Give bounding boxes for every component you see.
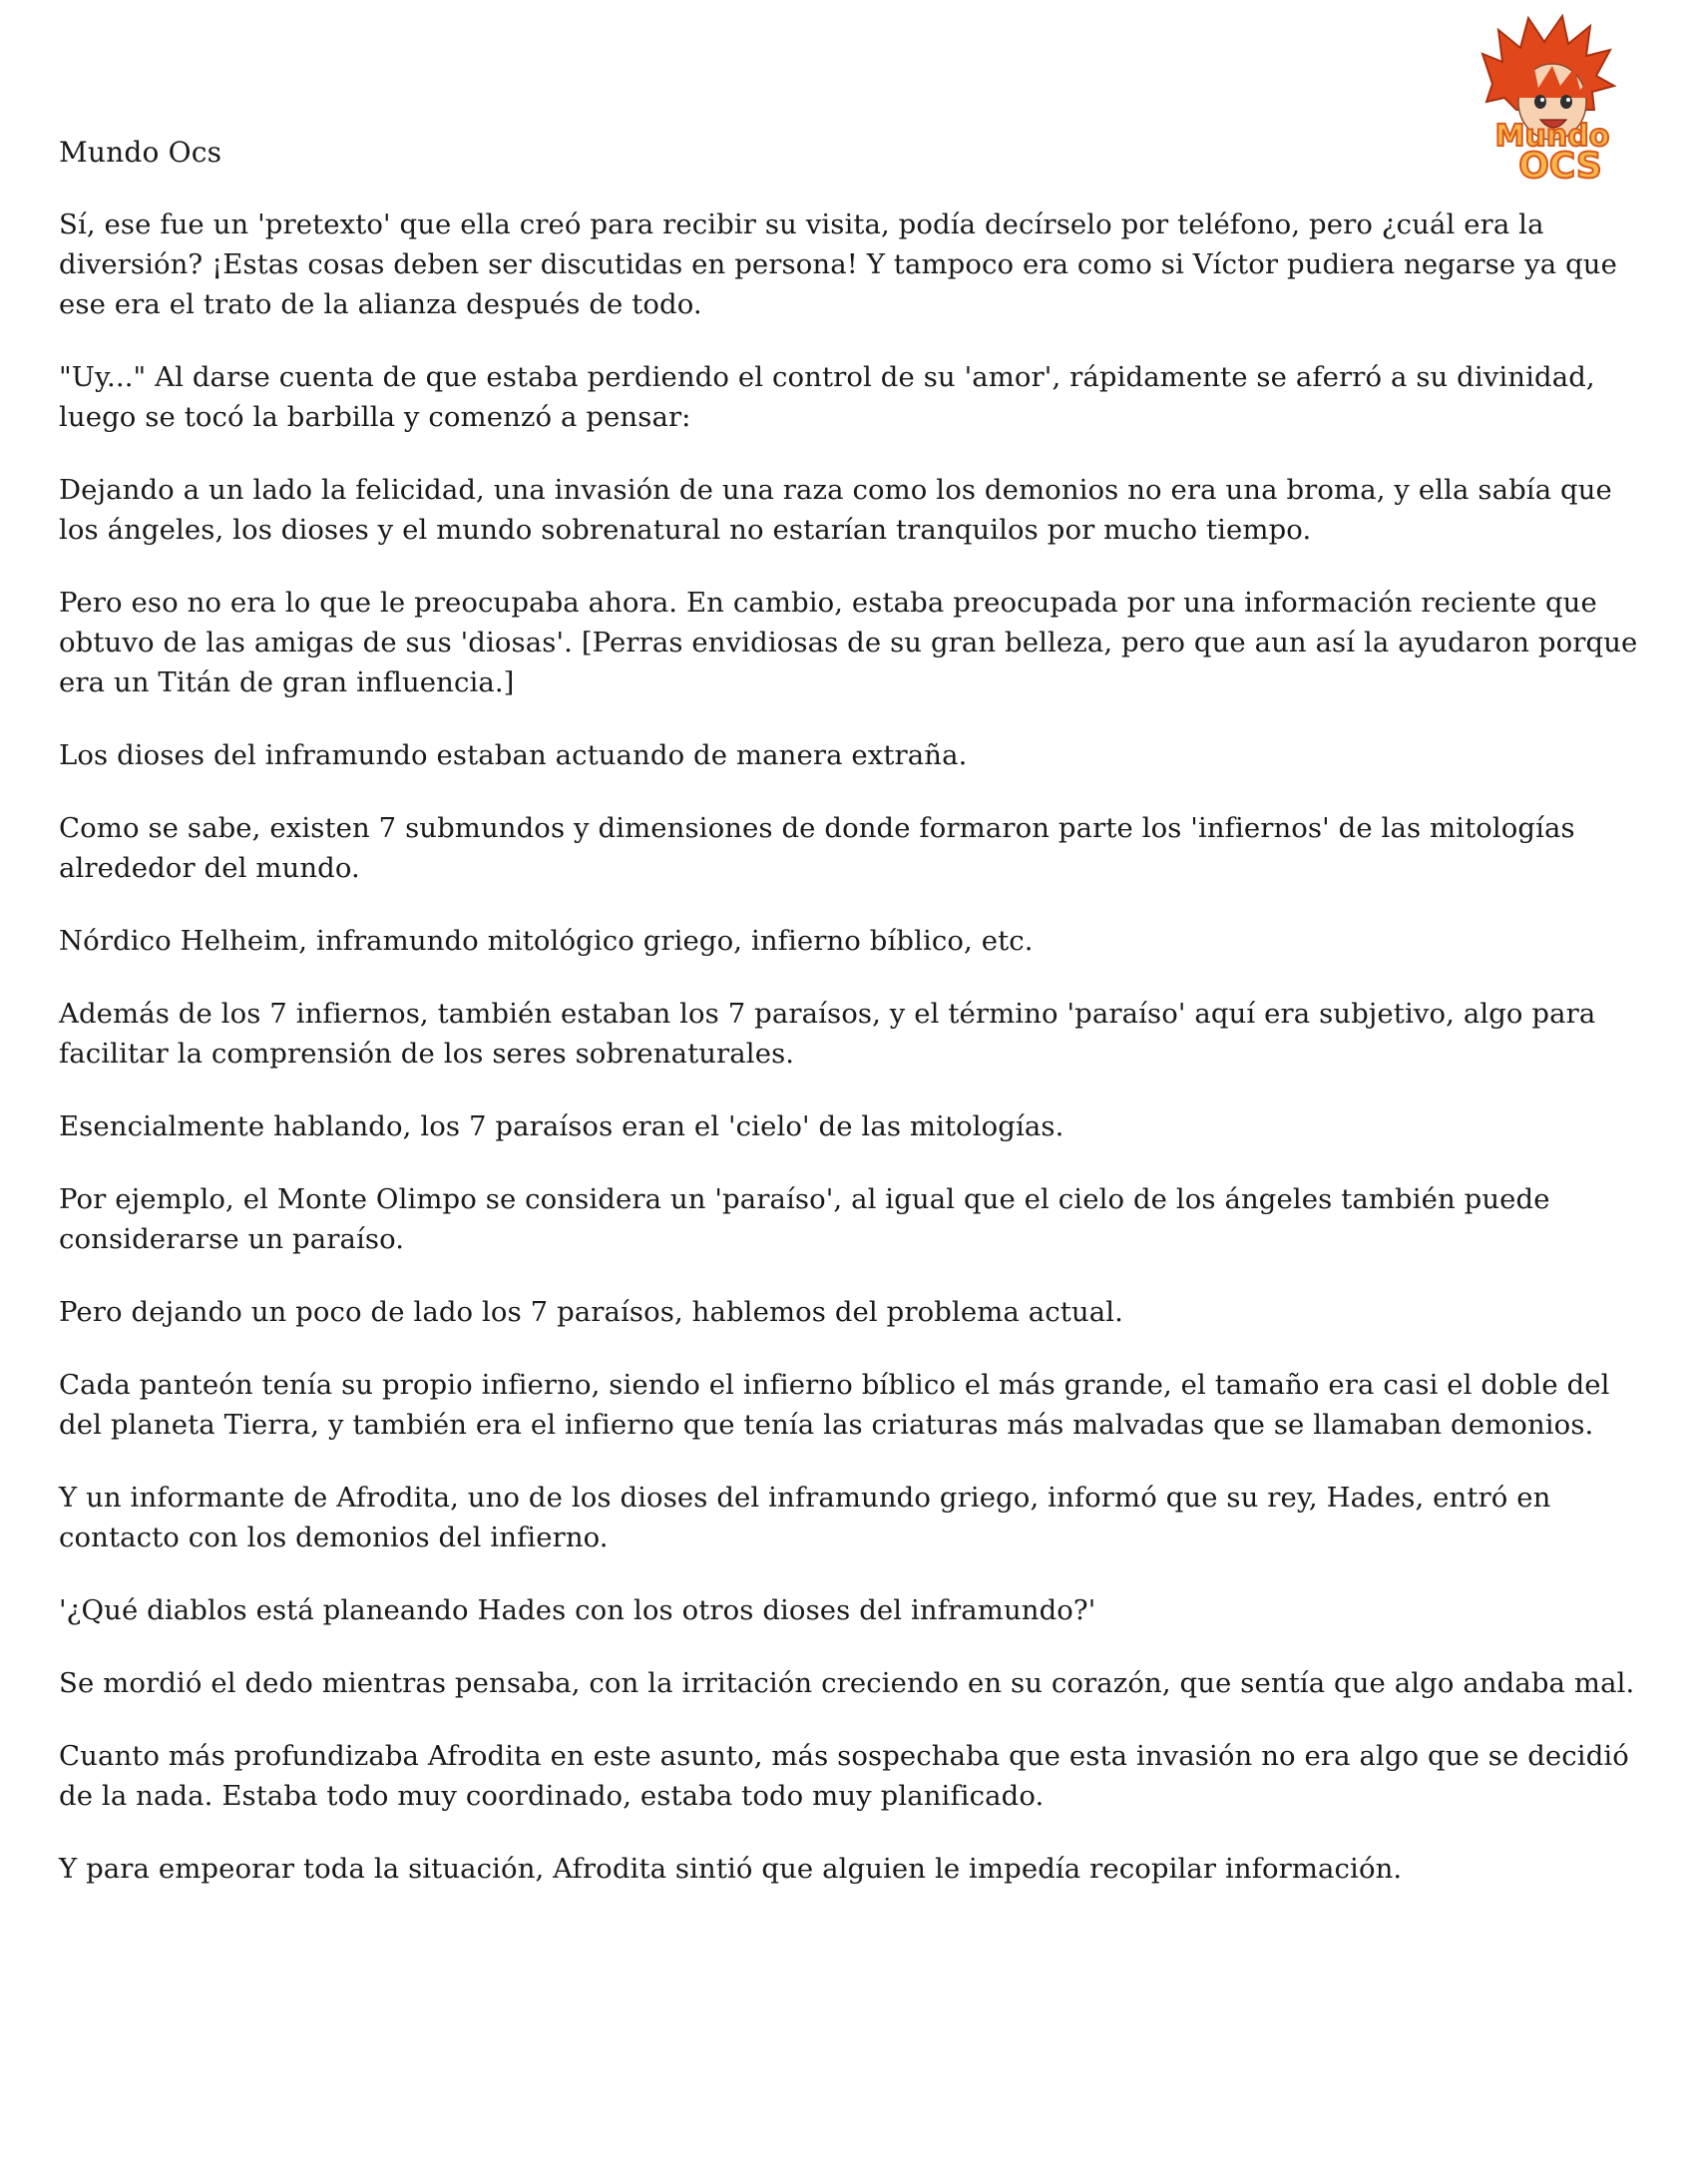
paragraph: '¿Qué diablos está planeando Hades con los otros dioses del inframundo?' xyxy=(59,1594,1096,1626)
paragraph: Dejando a un lado la felicidad, una invasión de una raza como los demonios no era una broma, y ella sabía que los ángeles, los dioses y el mundo sobrenatural no estarían tranquilos por mucho tiempo. xyxy=(59,474,1612,546)
paragraph: Y para empeorar toda la situación, Afrodita sintió que alguien le impedía recopilar información. xyxy=(59,1853,1403,1885)
logo-graphic xyxy=(1465,14,1644,184)
logo-text-line2: OCS xyxy=(1518,146,1602,184)
paragraph: Los dioses del inframundo estaban actuando de manera extraña. xyxy=(59,739,968,771)
paragraph: Cada panteón tenía su propio infierno, siendo el infierno bíblico el más grande, el tamaño era casi el doble del del planeta Tierra, y también era el infierno que tenía las criaturas más malvadas que se llamaban demonios. xyxy=(59,1369,1610,1441)
paragraph: Y un informante de Afrodita, uno de los dioses del inframundo griego, informó que su rey, Hades, entró en contacto con los demonios del infierno. xyxy=(59,1482,1551,1553)
document-body xyxy=(59,205,1645,1922)
paragraph: Cuanto más profundizaba Afrodita en este asunto, más sospechaba que esta invasión no era algo que se decidió de la nada. Estaba todo muy coordinado, estaba todo muy planificado. xyxy=(59,1740,1629,1812)
paragraph: Como se sabe, existen 7 submundos y dimensiones de donde formaron parte los 'infiernos' de las mitologías alrededor del mundo. xyxy=(59,812,1575,884)
logo-text-line1: Mundo xyxy=(1494,119,1610,154)
paragraph: Se mordió el dedo mientras pensaba, con la irritación creciendo en su corazón, que sentía que algo andaba mal. xyxy=(59,1667,1635,1699)
paragraph: Sí, ese fue un 'pretexto' que ella creó para recibir su visita, podía decírselo por teléfono, pero ¿cuál era la diversión? ¡Estas cosas deben ser discutidas en persona! Y tampoco era como si Víctor pudiera negarse ya que ese era el trato de la alianza después de todo. xyxy=(59,209,1617,320)
paragraph: "Uy..." Al darse cuenta de que estaba perdiendo el control de su 'amor', rápidamente se aferró a su divinidad, luego se tocó la barbilla y comenzó a pensar: xyxy=(59,361,1595,433)
mundo-ocs-logo xyxy=(1465,14,1644,184)
paragraph: Pero eso no era lo que le preocupaba ahora. En cambio, estaba preocupada por una información reciente que obtuvo de las amigas de sus 'diosas'. [Perras envidiosas de su gran belleza, pero que aun así la ayudaron porque era un Titán de gran influencia.] xyxy=(59,587,1638,698)
logo-eye-left xyxy=(1534,95,1546,109)
logo-eye-right xyxy=(1560,95,1572,109)
paragraph: Por ejemplo, el Monte Olimpo se considera un 'paraíso', al igual que el cielo de los ángeles también puede considerarse un paraíso. xyxy=(59,1183,1550,1255)
paragraph: Pero dejando un poco de lado los 7 paraísos, hablemos del problema actual. xyxy=(59,1296,1123,1328)
paragraph: Nórdico Helheim, inframundo mitológico griego, infierno bíblico, etc. xyxy=(59,925,1034,957)
paragraph: Además de los 7 infiernos, también estaban los 7 paraísos, y el término 'paraíso' aquí era subjetivo, algo para facilitar la comprensión de los seres sobrenaturales. xyxy=(59,998,1596,1070)
page-header: Mundo Ocs xyxy=(59,136,222,169)
paragraph: Esencialmente hablando, los 7 paraísos eran el 'cielo' de las mitologías. xyxy=(59,1110,1064,1142)
